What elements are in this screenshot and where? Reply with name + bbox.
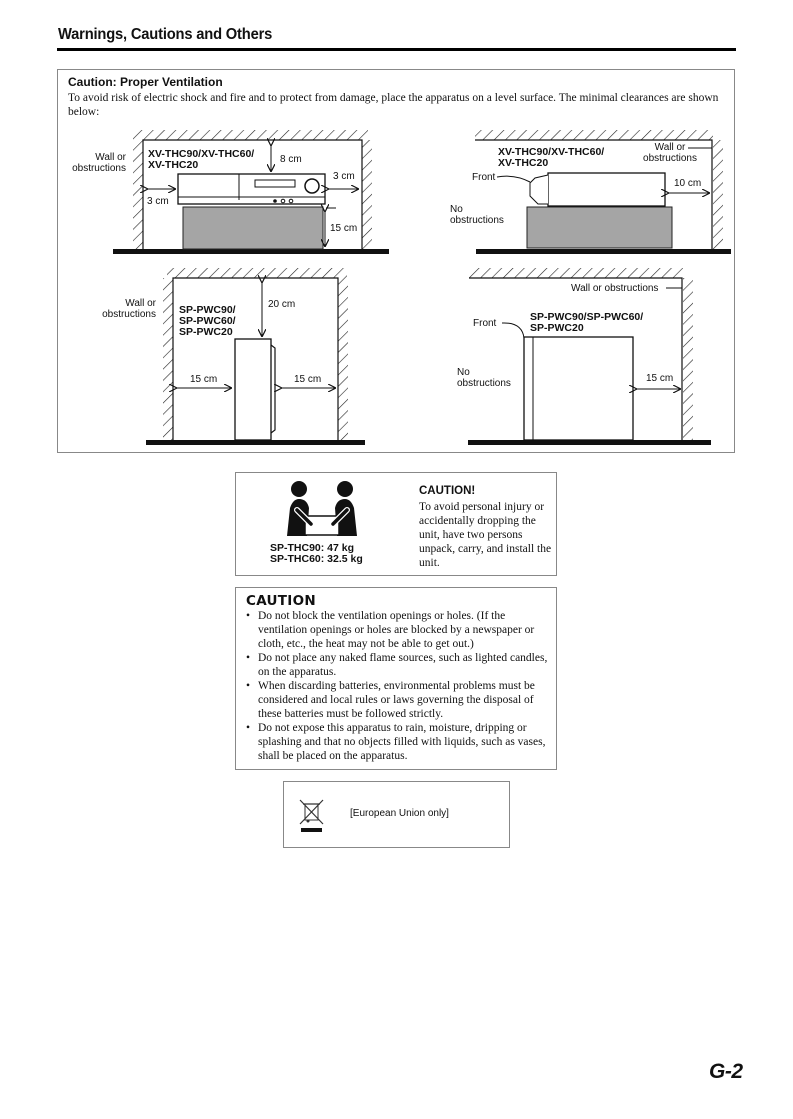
caution-list <box>245 609 555 763</box>
wall-label: Wall or obstructions <box>102 298 156 320</box>
wall-label: Wall or obstructions <box>72 152 126 174</box>
front-label: Front <box>473 318 497 329</box>
weight-list: SP-THC90: 47 kg SP-THC60: 32.5 kg <box>270 542 363 565</box>
ventilation-text: To avoid risk of electric shock and fire and to protect from damage, place the apparatus on a level surface. The minimal clearances are shown below: <box>68 92 719 118</box>
model-label: SP-PWC90/ SP-PWC60/ SP-PWC20 <box>179 304 236 338</box>
diagram-speaker-bottom-left <box>146 268 365 445</box>
clearance-top: 8 cm <box>280 154 302 165</box>
page-number: G-2 <box>709 1060 743 1083</box>
caution-title: CAUTION <box>246 593 317 609</box>
clearance-right: 15 cm <box>294 374 322 385</box>
clearance-bottom: 15 cm <box>330 223 358 234</box>
clearance-right: 3 cm <box>333 171 355 182</box>
clearance-left: 3 cm <box>147 196 169 207</box>
wall-label: Wall or obstructions <box>643 142 697 164</box>
caution-item: • When discarding batteries, environmental problems must be considered and local rules or laws governing the disposal of these batteries must be followed strictly. <box>245 679 555 721</box>
no-obstructions-label: No obstructions <box>450 204 504 226</box>
eu-notice-text: [European Union only] <box>350 808 449 819</box>
clearance-left: 15 cm <box>190 374 218 385</box>
model-label: XV-THC90/XV-THC60/ XV-THC20 <box>498 146 605 169</box>
caution-item: • Do not expose this apparatus to rain, moisture, dripping or splashing and that no objects filled with liquids, such as vases, shall be placed on the apparatus. <box>245 721 555 763</box>
ventilation-title: Caution: Proper Ventilation <box>68 75 223 89</box>
clearance-top: 20 cm <box>268 299 296 310</box>
model-label: XV-THC90/XV-THC60/ XV-THC20 <box>148 148 255 171</box>
crossed-out-wheelie-bin-icon <box>297 797 327 835</box>
clearance-right: 15 cm <box>646 373 674 384</box>
two-persons-carrying-icon <box>283 478 363 540</box>
carry-caution-text: To avoid personal injury or accidentally dropping the unit, have two persons unpack, carry, and install the unit. <box>419 501 552 569</box>
carry-caution-title: CAUTION! <box>419 485 476 497</box>
front-label: Front <box>472 172 496 183</box>
diagram-speaker-bottom-right <box>468 268 711 445</box>
clearance-back: 10 cm <box>674 178 702 189</box>
ventilation-diagrams <box>0 0 793 460</box>
page-title: Warnings, Cautions and Others <box>58 26 273 43</box>
caution-item: • Do not place any naked flame sources, such as lighted candles, on the apparatus. <box>245 651 555 679</box>
caution-item: • Do not block the ventilation openings or holes. (If the ventilation openings or holes are blocked by a newspaper or cloth, etc., the heat may not be able to get out.) <box>245 609 555 651</box>
model-label: SP-PWC90/SP-PWC60/ SP-PWC20 <box>530 311 644 334</box>
no-obstructions-label: No obstructions <box>457 367 511 389</box>
wall-label: Wall or obstructions <box>571 283 659 294</box>
